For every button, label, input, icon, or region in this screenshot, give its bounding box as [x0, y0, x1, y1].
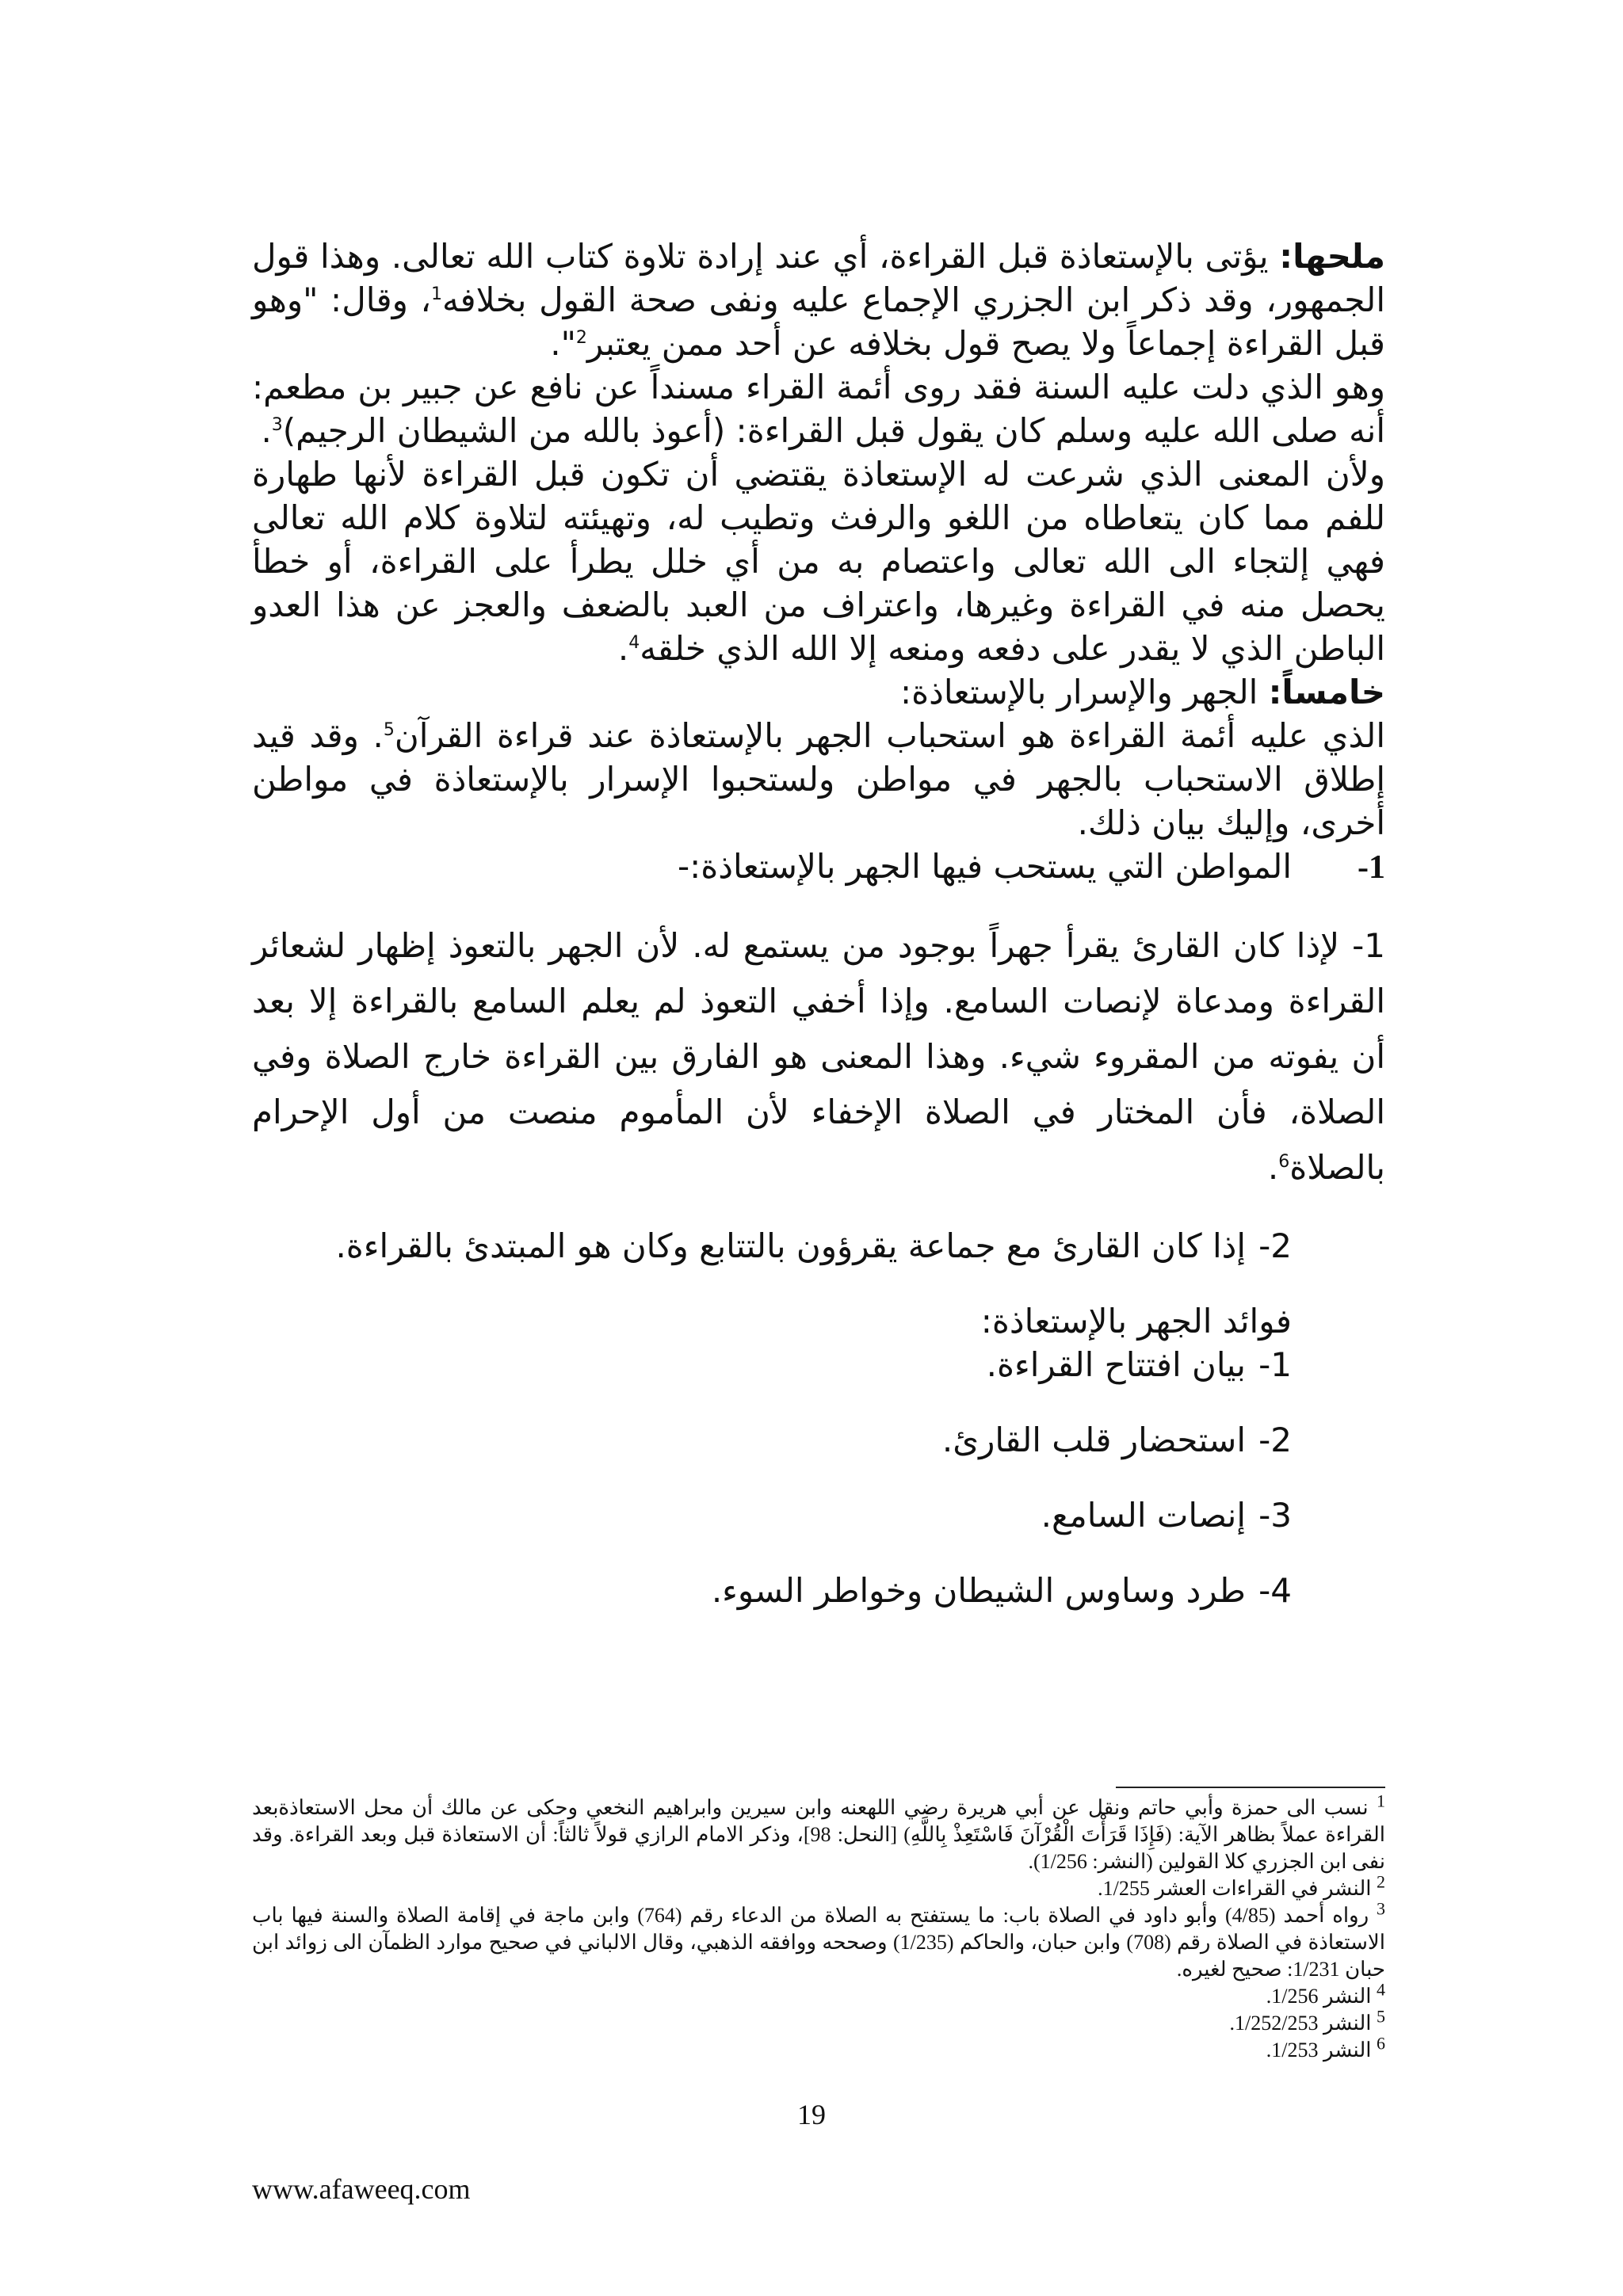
page-body — [252, 235, 1385, 1612]
section-title: الجهر والإسرار بالإستعاذة: — [900, 673, 1269, 711]
benefits-list — [252, 1343, 1385, 1612]
footnote — [252, 1898, 1385, 1983]
paragraph-heading: ملحها: — [1279, 237, 1385, 276]
footnote-divider — [1116, 1787, 1385, 1788]
footnote-text: النشر 1/253. — [1266, 2039, 1372, 2061]
item-text: استحضار قلب القارئ. — [941, 1421, 1246, 1459]
subsection-1-heading — [252, 845, 1385, 890]
footnote-text: النشر في القراءات العشر 1/255. — [1098, 1877, 1372, 1900]
footnote-text: نسب الى حمزة وأبي حاتم ونقل عن أبي هريرة رضي اللهعنه وابن سيرين وابراهيم النخعي وحكى عن مالك أن محل الاستعاذةبعد القراءة عملاً بظاهر الآية: (فَإِذَا قَرَأْتَ الْقُرْآنَ فَاسْتَعِذْ بِاللَّهِ) [النحل: 98]، وذكر الامام الرازي قولاً ثالثاً: أن الاستعاذة قبل وبعد القراءة. وقد نفى ابن الجزري كلا القولين (النشر: 1/256). — [252, 1796, 1385, 1873]
footnote-ref[interactable]: 1 — [431, 284, 443, 304]
item-1 — [252, 918, 1385, 1196]
website-link[interactable]: www.afaweeq.com — [252, 2173, 471, 2205]
section-prefix: خامساً: — [1268, 673, 1385, 711]
footnote — [252, 1979, 1385, 2010]
paragraph-2 — [252, 365, 1385, 452]
footnote-ref[interactable]: 3 — [271, 415, 283, 435]
footnote-number: 6 — [1377, 2033, 1385, 2054]
item-number: 2- — [1258, 1421, 1292, 1459]
item-2 — [252, 1224, 1385, 1268]
item-number: 4- — [1258, 1571, 1292, 1610]
footnote — [252, 2006, 1385, 2037]
list-item — [252, 1569, 1385, 1612]
paragraph-text: . — [261, 411, 272, 450]
paragraph-3 — [252, 452, 1385, 670]
footnote-ref[interactable]: 2 — [575, 328, 587, 348]
paragraph-text: ". — [550, 324, 576, 363]
benefits-heading — [252, 1299, 1385, 1343]
paragraph-text: ولأن المعنى الذي شرعت له الإستعاذة يقتضي أن تكون قبل القراءة لأنها طهارة للفم مما كان يتعاطاه من اللغو والرفث وتطيب له، وتهيئته لتلاوة كلام الله تعالى فهي إلتجاء الى الله تعالى واعتصام به من أي خلل يطرأ على القراءة، أو خطأ يحصل منه في القراءة وغيرها، واعتراف من العبد بالضعف والعجز عن هذا العدو الباطن الذي لا يقدر على دفعه ومنعه إلا الله الذي خلقه — [252, 455, 1385, 668]
section-5-heading — [252, 670, 1385, 714]
page-number: 19 — [797, 2099, 826, 2130]
benefits-title: فوائد الجهر بالإستعاذة: — [980, 1302, 1292, 1341]
list-item — [252, 1493, 1385, 1537]
paragraph-text: وهو الذي دلت عليه السنة فقد روى أئمة القراء مسنداً عن نافع عن جبير بن مطعم: أنه صلى الله عليه وسلم كان يقول قبل القراءة: (أعوذ بالله من الشيطان الرجيم) — [252, 368, 1385, 450]
subsection-number: 1- — [1358, 849, 1385, 886]
footnote — [252, 1871, 1385, 1902]
footnote — [252, 1791, 1385, 1875]
list-item — [252, 1343, 1385, 1386]
list-item — [252, 1418, 1385, 1462]
item-text: . — [1267, 1148, 1279, 1187]
paragraph-text: ، وقال: "وهو قبل القراءة إجماعاً ولا يصح قول بخلافه عن أحد ممن يعتبر — [252, 280, 1385, 363]
footnote-number: 4 — [1377, 1979, 1385, 2000]
item-text: بيان افتتاح القراءة. — [986, 1345, 1246, 1384]
footnote-number: 2 — [1377, 1871, 1385, 1892]
footnote-text: النشر 1/252/253. — [1229, 2012, 1372, 2035]
paragraph-1 — [252, 235, 1385, 845]
item-text: لإذا كان القارئ يقرأ جهراً بوجود من يستمع له. لأن الجهر بالتعوذ إظهار لشعائر القراءة ومدعاة لإنصات السامع. وإذا أخفي التعوذ لم يعلم السامع بالقراءة إلا بعد أن يفوته من المقروء شيء. وهذا المعنى هو الفارق بين القراءة خارج الصلاة وفي الصلاة، فأن المختار في الصلاة الإخفاء لأن المأموم منصت من أول الإحرام بالصلاة — [252, 926, 1385, 1187]
footnote-ref[interactable]: 4 — [628, 633, 640, 653]
item-text: إذا كان القارئ مع جماعة يقرؤون بالتتابع وكان هو المبتدئ بالقراءة. — [335, 1226, 1246, 1265]
paragraph-4 — [252, 714, 1385, 845]
subsection-title: المواطن التي يستحب فيها الجهر بالإستعاذة:- — [678, 847, 1292, 886]
item-number: 1- — [1258, 1345, 1292, 1384]
footnote-text: رواه أحمد (4/85) وأبو داود في الصلاة باب: ما يستفتح به الصلاة من الدعاء رقم (764) وابن ماجة في إقامة الصلاة والسنة فيها باب الاستعاذة في الصلاة رقم (708) وابن حبان، والحاكم (1/235) وصححه ووافقه الذهبي، وقال الالباني في صحيح موارد الظمآن الى زوائد ابن حبان 1/231: صحيح لغيره. — [252, 1904, 1385, 1981]
item-number: 2- — [1258, 1226, 1292, 1265]
footnote — [252, 2033, 1385, 2064]
footnote-number: 3 — [1377, 1898, 1385, 1919]
footnote-text: النشر 1/256. — [1266, 1985, 1372, 2008]
footnote-number: 5 — [1377, 2006, 1385, 2027]
item-number: 1- — [1352, 926, 1385, 965]
paragraph-text: . — [617, 629, 629, 668]
item-text: طرد وساوس الشيطان وخواطر السوء. — [711, 1571, 1246, 1610]
footnote-ref[interactable]: 5 — [383, 720, 395, 740]
item-text: إنصات السامع. — [1041, 1496, 1246, 1535]
paragraph-text: يؤتى بالإستعاذة قبل القراءة، أي عند إرادة تلاوة كتاب الله تعالى. وهذا قول الجمهور، وقد ذكر ابن الجزري الإجماع عليه ونفى صحة القول بخلافه — [252, 237, 1385, 319]
footnote-number: 1 — [1377, 1791, 1385, 1811]
paragraph-text: الذي عليه أئمة القراءة هو استحباب الجهر بالإستعاذة عند قراءة القرآن — [394, 716, 1385, 755]
paragraph-text: . وقد قيد إطلاق الاستحباب بالجهر في مواطن ولستحبوا الإسرار بالإستعاذة في مواطن أخرى، وإليك بيان ذلك. — [252, 716, 1385, 842]
item-number: 3- — [1258, 1496, 1292, 1535]
footnotes — [252, 1791, 1385, 2064]
footnote-ref[interactable]: 6 — [1278, 1152, 1290, 1172]
